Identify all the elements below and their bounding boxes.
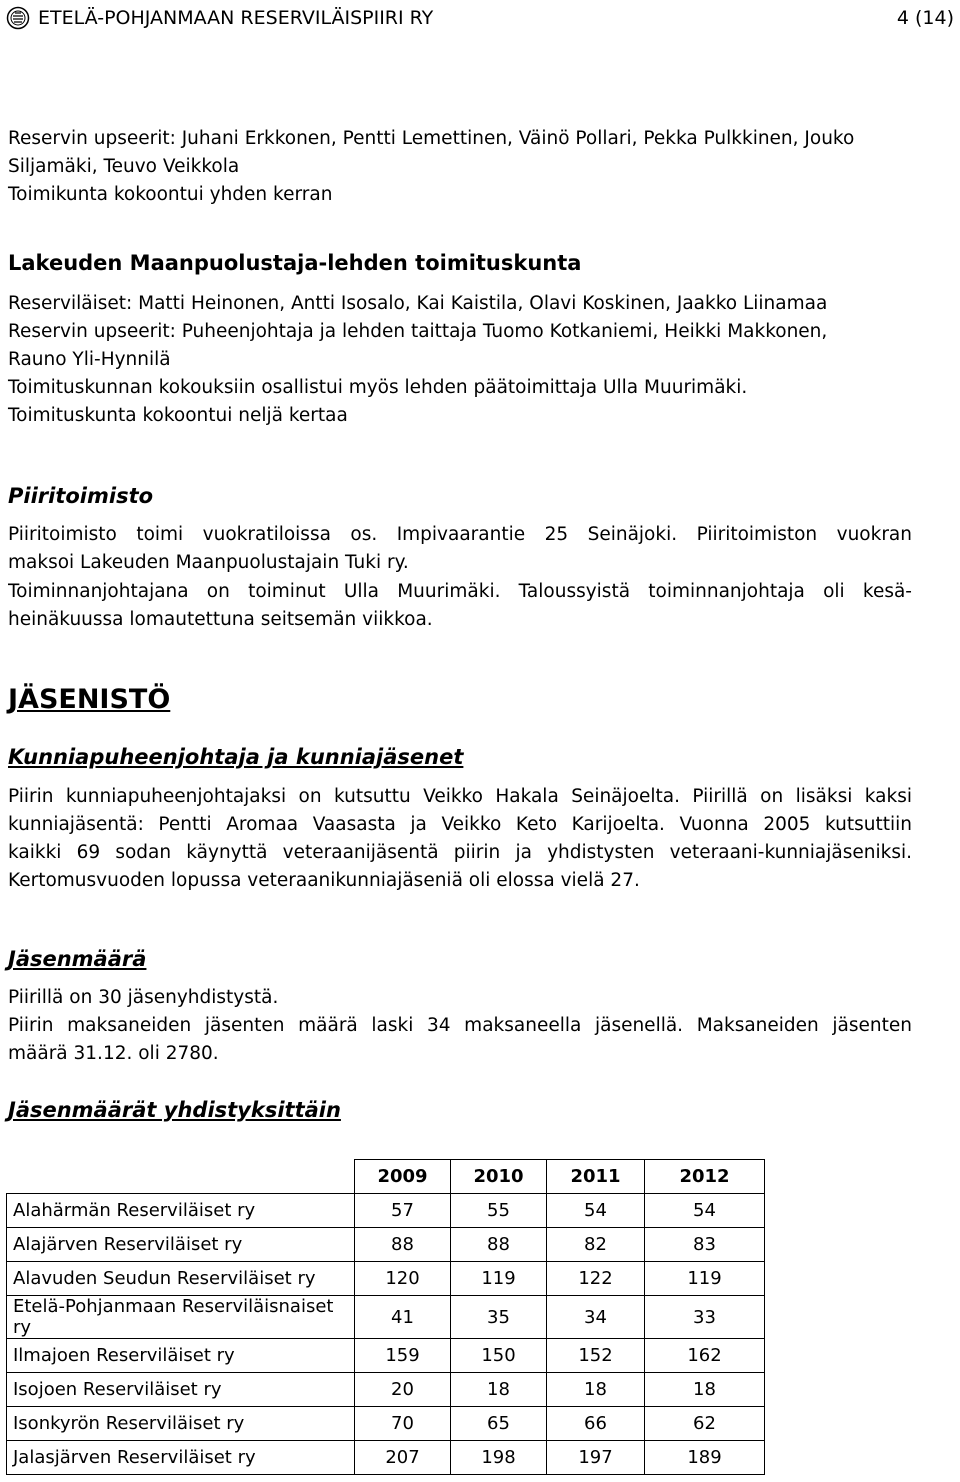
piiritoimisto-text-line-1: Piiritoimisto toimi vuokratiloissa os. Impivaarantie 25 Seinäjoki. Piiritoimiston vuokran xyxy=(8,524,912,545)
jasenmaara-text-line-2: Piirin maksaneiden jäsenten määrä laski 34 maksaneella jäsenellä. Maksaneiden jäsenten xyxy=(8,1015,912,1036)
piiritoimisto-text-line-4: heinäkuussa lomautettuna seitsemän viikkoa. xyxy=(8,609,433,630)
piiritoimisto-heading: Piiritoimisto xyxy=(8,484,154,508)
member-count: 54 xyxy=(645,1194,765,1228)
member-count: 62 xyxy=(645,1407,765,1441)
piiritoimisto-text-line-2: maksoi Lakeuden Maanpuolustajain Tuki ry. xyxy=(8,552,409,573)
member-count: 55 xyxy=(451,1194,547,1228)
page-header xyxy=(6,4,954,34)
association-name: Etelä-Pohjanmaan Reserviläisnaiset ry xyxy=(7,1296,355,1339)
member-count: 162 xyxy=(645,1339,765,1373)
organization-title: ETELÄ-POHJANMAAN RESERVILÄISPIIRI RY xyxy=(38,7,434,29)
lehti-text-line-2: Reservin upseerit: Puheenjohtaja ja lehden taittaja Tuomo Kotkaniemi, Heikki Makkonen, xyxy=(8,321,828,342)
member-count: 33 xyxy=(645,1296,765,1339)
member-count: 34 xyxy=(547,1296,645,1339)
member-count: 207 xyxy=(355,1441,451,1475)
emblem-icon xyxy=(6,6,30,30)
member-count: 18 xyxy=(645,1373,765,1407)
kunnia-text-line-4: Kertomusvuoden lopussa veteraanikunniajäseniä oli elossa vielä 27. xyxy=(8,870,640,891)
table-row xyxy=(7,1373,765,1407)
member-count: 70 xyxy=(355,1407,451,1441)
lehti-text-line-3: Rauno Yli-Hynnilä xyxy=(8,349,171,370)
association-name: Isojoen Reserviläiset ry xyxy=(7,1373,355,1407)
table-row xyxy=(7,1441,765,1475)
member-count: 152 xyxy=(547,1339,645,1373)
table-header-blank xyxy=(7,1160,355,1194)
jasenisto-heading: JÄSENISTÖ xyxy=(8,684,171,715)
member-count: 35 xyxy=(451,1296,547,1339)
member-count: 189 xyxy=(645,1441,765,1475)
reservin-upseerit-line-2: Siljamäki, Teuvo Veikkola xyxy=(8,156,240,177)
member-count: 41 xyxy=(355,1296,451,1339)
page-number: 4 (14) xyxy=(896,7,954,29)
table-row xyxy=(7,1262,765,1296)
lehti-heading: Lakeuden Maanpuolustaja-lehden toimituskunta xyxy=(8,251,582,275)
jasenmaara-text-line-3: määrä 31.12. oli 2780. xyxy=(8,1043,219,1064)
member-count: 119 xyxy=(451,1262,547,1296)
member-count: 54 xyxy=(547,1194,645,1228)
reservin-upseerit-line-1: Reservin upseerit: Juhani Erkkonen, Pentti Lemettinen, Väinö Pollari, Pekka Pulkkinen, Jouko xyxy=(8,128,855,149)
table-row xyxy=(7,1228,765,1262)
kunnia-text-line-1: Piirin kunniapuheenjohtajaksi on kutsuttu Veikko Hakala Seinäjoelta. Piirillä on lisäksi kaksi xyxy=(8,786,912,807)
table-row xyxy=(7,1296,765,1339)
member-count: 150 xyxy=(451,1339,547,1373)
toimikunta-meeting-text: Toimikunta kokoontui yhden kerran xyxy=(8,184,333,205)
association-name: Ilmajoen Reserviläiset ry xyxy=(7,1339,355,1373)
member-count: 83 xyxy=(645,1228,765,1262)
member-count: 159 xyxy=(355,1339,451,1373)
year-header: 2012 xyxy=(645,1160,765,1194)
table-row xyxy=(7,1194,765,1228)
membership-table xyxy=(6,1159,765,1475)
year-header: 2010 xyxy=(451,1160,547,1194)
yhdistyksittain-heading: Jäsenmäärät yhdistyksittäin xyxy=(8,1098,341,1122)
member-count: 57 xyxy=(355,1194,451,1228)
lehti-text-line-4: Toimituskunnan kokouksiin osallistui myös lehden päätoimittaja Ulla Muurimäki. xyxy=(8,377,748,398)
member-count: 120 xyxy=(355,1262,451,1296)
lehti-text-line-1: Reserviläiset: Matti Heinonen, Antti Isosalo, Kai Kaistila, Olavi Koskinen, Jaakko Liinamaa xyxy=(8,293,828,314)
year-header: 2011 xyxy=(547,1160,645,1194)
lehti-text-line-5: Toimituskunta kokoontui neljä kertaa xyxy=(8,405,348,426)
member-count: 119 xyxy=(645,1262,765,1296)
member-count: 18 xyxy=(547,1373,645,1407)
table-row xyxy=(7,1407,765,1441)
member-count: 66 xyxy=(547,1407,645,1441)
association-name: Jalasjärven Reserviläiset ry xyxy=(7,1441,355,1475)
jasenmaara-heading: Jäsenmäärä xyxy=(8,947,147,971)
association-name: Isonkyrön Reserviläiset ry xyxy=(7,1407,355,1441)
member-count: 82 xyxy=(547,1228,645,1262)
association-name: Alajärven Reserviläiset ry xyxy=(7,1228,355,1262)
member-count: 88 xyxy=(355,1228,451,1262)
kunnia-heading: Kunniapuheenjohtaja ja kunniajäsenet xyxy=(8,745,464,769)
table-header-row xyxy=(7,1160,765,1194)
member-count: 20 xyxy=(355,1373,451,1407)
member-count: 65 xyxy=(451,1407,547,1441)
member-count: 18 xyxy=(451,1373,547,1407)
member-count: 197 xyxy=(547,1441,645,1475)
jasenmaara-text-line-1: Piirillä on 30 jäsenyhdistystä. xyxy=(8,987,279,1008)
association-name: Alavuden Seudun Reserviläiset ry xyxy=(7,1262,355,1296)
kunnia-text-line-3: kaikki 69 sodan käynyttä veteraanijäsentä piirin ja yhdistysten veteraani-kunniajäseniksi. xyxy=(8,842,912,863)
piiritoimisto-text-line-3: Toiminnanjohtajana on toiminut Ulla Muurimäki. Taloussyistä toiminnanjohtaja oli kesä- xyxy=(8,581,912,602)
member-count: 198 xyxy=(451,1441,547,1475)
member-count: 88 xyxy=(451,1228,547,1262)
kunnia-text-line-2: kunniajäsentä: Pentti Aromaa Vaasasta ja Veikko Keto Karijoelta. Vuonna 2005 kutsuttiin xyxy=(8,814,912,835)
table-row xyxy=(7,1339,765,1373)
member-count: 122 xyxy=(547,1262,645,1296)
year-header: 2009 xyxy=(355,1160,451,1194)
association-name: Alahärmän Reserviläiset ry xyxy=(7,1194,355,1228)
